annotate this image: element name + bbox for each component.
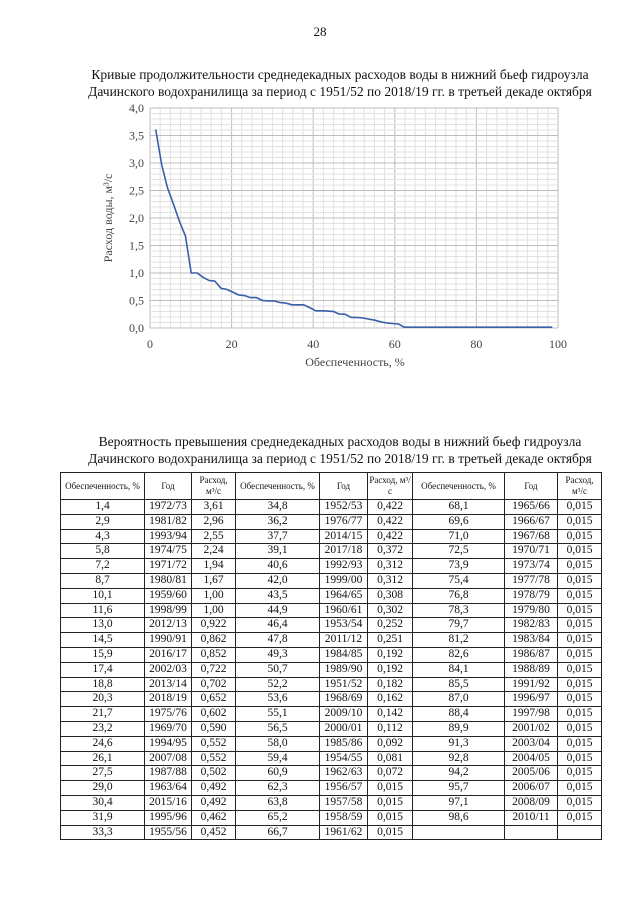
table-cell: 0,015 [558, 795, 602, 810]
table-row [61, 544, 602, 559]
table-cell: 46,4 [236, 618, 320, 633]
table-cell: 1987/88 [145, 766, 192, 781]
table-cell: 10,1 [61, 588, 145, 603]
table-cell: 0,652 [192, 692, 236, 707]
table-cell: 1965/66 [505, 500, 558, 515]
table-cell: 2000/01 [320, 721, 368, 736]
table-cell: 66,7 [236, 825, 320, 840]
table-cell: 13,0 [61, 618, 145, 633]
y-tick-label: 4,0 [129, 101, 144, 115]
table-cell: 1964/65 [320, 588, 368, 603]
table-cell: 0,312 [368, 559, 413, 574]
table-cell: 1986/87 [505, 647, 558, 662]
table-cell: 1,00 [192, 588, 236, 603]
table-cell: 1974/75 [145, 544, 192, 559]
table-title [50, 433, 630, 467]
table-cell: 91,3 [413, 736, 505, 751]
table-cell: 0,452 [192, 825, 236, 840]
table-cell [413, 825, 505, 840]
table-cell: 0,015 [558, 766, 602, 781]
table-cell: 1969/70 [145, 721, 192, 736]
table-row [61, 677, 602, 692]
table-header-cell: Расход, м³/с [558, 473, 602, 500]
table-cell: 50,7 [236, 662, 320, 677]
table-cell: 0,015 [558, 588, 602, 603]
table-cell: 2018/19 [145, 692, 192, 707]
table-cell: 0,092 [368, 736, 413, 751]
x-tick-label: 100 [549, 337, 567, 351]
table-cell: 0,722 [192, 662, 236, 677]
y-tick-label: 1,5 [129, 238, 144, 253]
page-number: 28 [313, 24, 327, 39]
table-cell: 0,552 [192, 751, 236, 766]
x-tick-label: 40 [307, 337, 320, 351]
y-tick-label: 2,0 [129, 211, 144, 225]
table-cell: 1991/92 [505, 677, 558, 692]
table-row [61, 529, 602, 544]
table-header-cell: Расход, м³/с [192, 473, 236, 500]
table-row [61, 721, 602, 736]
table-cell: 0,192 [368, 662, 413, 677]
table-row [61, 603, 602, 618]
table-cell: 1994/95 [145, 736, 192, 751]
table-cell: 40,6 [236, 559, 320, 574]
table-cell: 0,015 [558, 677, 602, 692]
table-cell: 0,922 [192, 618, 236, 633]
table-cell: 2005/06 [505, 766, 558, 781]
table-cell: 8,7 [61, 573, 145, 588]
table-cell: 97,1 [413, 795, 505, 810]
table-cell: 21,7 [61, 707, 145, 722]
table-cell: 1985/86 [320, 736, 368, 751]
y-tick-label: 3,0 [129, 156, 144, 170]
table-cell: 1979/80 [505, 603, 558, 618]
table-cell: 59,4 [236, 751, 320, 766]
table-cell: 1977/78 [505, 573, 558, 588]
table-header-cell: Год [145, 473, 192, 500]
table-cell: 2,55 [192, 529, 236, 544]
table-cell: 2,24 [192, 544, 236, 559]
table-cell: 0,590 [192, 721, 236, 736]
table-cell: 85,5 [413, 677, 505, 692]
probability-table [60, 472, 602, 840]
table-cell: 79,7 [413, 618, 505, 633]
table-cell: 30,4 [61, 795, 145, 810]
table-cell: 2013/14 [145, 677, 192, 692]
table-row [61, 736, 602, 751]
table-title-line-2: Дачинского водохранилища за период с 1951/52 по 2018/19 гг. в третьей декаде октября [88, 451, 592, 466]
table-cell: 95,7 [413, 781, 505, 796]
chart-title-line-1: Кривые продолжительности среднедекадных расходов воды в нижний бьеф гидроузла [91, 67, 589, 82]
table-cell: 0,015 [558, 544, 602, 559]
table-body [61, 500, 602, 840]
table-cell: 2010/11 [505, 810, 558, 825]
table-cell: 0,015 [558, 692, 602, 707]
table-cell: 2008/09 [505, 795, 558, 810]
chart-title [60, 66, 620, 100]
table-cell: 5,8 [61, 544, 145, 559]
x-tick-label: 20 [225, 337, 238, 351]
table-cell: 1989/90 [320, 662, 368, 677]
table-cell: 0,252 [368, 618, 413, 633]
table-cell: 1954/55 [320, 751, 368, 766]
table-cell: 7,2 [61, 559, 145, 574]
table-cell: 0,302 [368, 603, 413, 618]
x-tick-label: 80 [470, 337, 483, 351]
table-row [61, 707, 602, 722]
table-cell: 1957/58 [320, 795, 368, 810]
table-cell: 0,142 [368, 707, 413, 722]
table-cell: 2014/15 [320, 529, 368, 544]
table-cell: 1966/67 [505, 514, 558, 529]
table-header-row [61, 473, 602, 500]
table-cell: 1960/61 [320, 603, 368, 618]
table-cell: 0,862 [192, 633, 236, 648]
table-cell: 29,0 [61, 781, 145, 796]
table-cell: 2012/13 [145, 618, 192, 633]
table-cell: 1996/97 [505, 692, 558, 707]
table-cell: 88,4 [413, 707, 505, 722]
table-cell: 0,015 [558, 781, 602, 796]
table-cell: 15,9 [61, 647, 145, 662]
y-tick-label: 3,5 [129, 128, 144, 143]
table-cell: 2004/05 [505, 751, 558, 766]
table-cell: 0,112 [368, 721, 413, 736]
table-cell: 2,96 [192, 514, 236, 529]
table-cell: 1972/73 [145, 500, 192, 515]
table-cell: 0,182 [368, 677, 413, 692]
table-cell: 2002/03 [145, 662, 192, 677]
table-cell: 63,8 [236, 795, 320, 810]
table-cell: 1976/77 [320, 514, 368, 529]
table-cell: 0,015 [558, 707, 602, 722]
table-row [61, 766, 602, 781]
table-cell: 81,2 [413, 633, 505, 648]
table-cell: 1956/57 [320, 781, 368, 796]
table-cell: 0,015 [558, 736, 602, 751]
table-cell [558, 825, 602, 840]
table-cell: 2009/10 [320, 707, 368, 722]
table-cell: 24,6 [61, 736, 145, 751]
y-tick-label: 0,5 [129, 293, 144, 308]
table-cell: 65,2 [236, 810, 320, 825]
table-row [61, 573, 602, 588]
table-cell: 0,081 [368, 751, 413, 766]
table-row [61, 633, 602, 648]
table-row [61, 692, 602, 707]
table-cell: 0,192 [368, 647, 413, 662]
table-cell: 0,015 [558, 618, 602, 633]
table-cell: 94,2 [413, 766, 505, 781]
table-cell: 0,015 [558, 573, 602, 588]
table-cell: 2017/18 [320, 544, 368, 559]
table-cell: 1,00 [192, 603, 236, 618]
table-cell: 82,6 [413, 647, 505, 662]
table-cell: 23,2 [61, 721, 145, 736]
table-cell: 31,9 [61, 810, 145, 825]
table-cell: 62,3 [236, 781, 320, 796]
table-cell: 49,3 [236, 647, 320, 662]
table-cell: 4,3 [61, 529, 145, 544]
table-cell: 1953/54 [320, 618, 368, 633]
y-tick-label: 2,5 [129, 183, 144, 198]
table-cell: 0,015 [558, 662, 602, 677]
table-cell: 76,8 [413, 588, 505, 603]
table-cell: 26,1 [61, 751, 145, 766]
table-row [61, 500, 602, 515]
table-cell: 1,67 [192, 573, 236, 588]
table-cell: 72,5 [413, 544, 505, 559]
table-cell: 0,015 [368, 825, 413, 840]
table-cell: 36,2 [236, 514, 320, 529]
x-tick-label: 60 [388, 337, 401, 351]
table-cell: 2006/07 [505, 781, 558, 796]
table-cell: 1959/60 [145, 588, 192, 603]
table-cell: 27,5 [61, 766, 145, 781]
table-cell: 1951/52 [320, 677, 368, 692]
table-cell: 1999/00 [320, 573, 368, 588]
table-cell: 37,7 [236, 529, 320, 544]
table-cell: 0,492 [192, 781, 236, 796]
chart-x-axis-label: Обеспеченность, % [305, 355, 405, 369]
x-tick-label: 0 [147, 337, 153, 351]
table-cell: 0,015 [558, 633, 602, 648]
table-cell: 87,0 [413, 692, 505, 707]
table-row [61, 825, 602, 840]
table-header-cell: Расход, м³/с [368, 473, 413, 500]
table-cell: 0,312 [368, 573, 413, 588]
table-cell: 0,015 [558, 721, 602, 736]
table-cell: 60,9 [236, 766, 320, 781]
table-cell: 42,0 [236, 573, 320, 588]
table-cell: 75,4 [413, 573, 505, 588]
table-cell: 1992/93 [320, 559, 368, 574]
table-cell: 0,372 [368, 544, 413, 559]
table-row [61, 588, 602, 603]
table-cell: 1955/56 [145, 825, 192, 840]
table-header-cell: Обеспеченность, % [413, 473, 505, 500]
table-cell: 0,308 [368, 588, 413, 603]
table-cell: 73,9 [413, 559, 505, 574]
table-cell: 0,015 [558, 810, 602, 825]
table-cell: 68,1 [413, 500, 505, 515]
y-tick-label: 0,0 [129, 321, 144, 335]
y-tick-label: 1,0 [129, 266, 144, 280]
table-cell: 1998/99 [145, 603, 192, 618]
table-row [61, 795, 602, 810]
table-cell: 1988/89 [505, 662, 558, 677]
table-cell: 0,015 [558, 500, 602, 515]
table-cell: 0,552 [192, 736, 236, 751]
table-header-cell: Год [505, 473, 558, 500]
table-cell: 1961/62 [320, 825, 368, 840]
table-cell: 1958/59 [320, 810, 368, 825]
table-cell: 0,015 [368, 795, 413, 810]
table-cell: 92,8 [413, 751, 505, 766]
table-cell: 0,422 [368, 514, 413, 529]
table-cell: 1,4 [61, 500, 145, 515]
table-cell: 0,072 [368, 766, 413, 781]
table-cell: 18,8 [61, 677, 145, 692]
table-cell: 0,015 [558, 529, 602, 544]
table-cell: 1995/96 [145, 810, 192, 825]
table-row [61, 781, 602, 796]
table-header-cell: Обеспеченность, % [61, 473, 145, 500]
table-cell: 0,015 [558, 514, 602, 529]
table-cell: 0,015 [368, 781, 413, 796]
table-cell: 1997/98 [505, 707, 558, 722]
table-cell: 2015/16 [145, 795, 192, 810]
table-cell: 52,2 [236, 677, 320, 692]
chart-grid [150, 108, 558, 328]
table-cell: 1983/84 [505, 633, 558, 648]
table-cell: 69,6 [413, 514, 505, 529]
table-cell: 71,0 [413, 529, 505, 544]
table-cell: 1970/71 [505, 544, 558, 559]
table-cell: 44,9 [236, 603, 320, 618]
table-cell: 2003/04 [505, 736, 558, 751]
table-cell: 0,015 [558, 647, 602, 662]
table-cell: 0,462 [192, 810, 236, 825]
table-cell: 58,0 [236, 736, 320, 751]
chart-ticks [129, 101, 567, 351]
table-cell: 0,852 [192, 647, 236, 662]
table-cell: 1973/74 [505, 559, 558, 574]
table-cell: 56,5 [236, 721, 320, 736]
table-row [61, 514, 602, 529]
table-cell: 0,422 [368, 529, 413, 544]
table-cell: 1952/53 [320, 500, 368, 515]
table-header-cell: Обеспеченность, % [236, 473, 320, 500]
table-cell: 0,251 [368, 633, 413, 648]
table-cell: 39,1 [236, 544, 320, 559]
table-cell [505, 825, 558, 840]
table-cell: 1963/64 [145, 781, 192, 796]
table-cell: 1980/81 [145, 573, 192, 588]
table-cell: 0,602 [192, 707, 236, 722]
table-cell: 0,162 [368, 692, 413, 707]
table-cell: 0,702 [192, 677, 236, 692]
table-cell: 55,1 [236, 707, 320, 722]
table-cell: 20,3 [61, 692, 145, 707]
table-cell: 0,492 [192, 795, 236, 810]
table-cell: 78,3 [413, 603, 505, 618]
table-cell: 2001/02 [505, 721, 558, 736]
table-cell: 47,8 [236, 633, 320, 648]
table-cell: 1984/85 [320, 647, 368, 662]
table-cell: 1,94 [192, 559, 236, 574]
table-cell: 53,6 [236, 692, 320, 707]
table-cell: 11,6 [61, 603, 145, 618]
table-cell: 98,6 [413, 810, 505, 825]
table-cell: 1975/76 [145, 707, 192, 722]
chart-y-axis-label: Расход воды, м³/с [101, 173, 115, 263]
table-cell: 1978/79 [505, 588, 558, 603]
table-cell: 2,9 [61, 514, 145, 529]
table-cell: 1990/91 [145, 633, 192, 648]
table-cell: 0,015 [558, 603, 602, 618]
table-row [61, 647, 602, 662]
table-cell: 89,9 [413, 721, 505, 736]
table-header-cell: Год [320, 473, 368, 500]
table-cell: 1993/94 [145, 529, 192, 544]
table-title-line-1: Вероятность превышения среднедекадных расходов воды в нижний бьеф гидроузла [98, 434, 582, 449]
table-row [61, 751, 602, 766]
table-row [61, 559, 602, 574]
table-cell: 33,3 [61, 825, 145, 840]
table-cell: 1967/68 [505, 529, 558, 544]
table-cell: 1982/83 [505, 618, 558, 633]
duration-curve-chart [92, 96, 572, 386]
table-cell: 0,015 [558, 751, 602, 766]
table-cell: 2011/12 [320, 633, 368, 648]
table-cell: 1971/72 [145, 559, 192, 574]
table-cell: 43,5 [236, 588, 320, 603]
table-cell: 1962/63 [320, 766, 368, 781]
table-cell: 1981/82 [145, 514, 192, 529]
chart-title-line-2: Дачинского водохранилища за период с 1951/52 по 2018/19 гг. в третьей декаде октября [88, 84, 592, 99]
table-cell: 17,4 [61, 662, 145, 677]
table-cell: 3,61 [192, 500, 236, 515]
table-cell: 2016/17 [145, 647, 192, 662]
table-cell: 0,422 [368, 500, 413, 515]
table-cell: 14,5 [61, 633, 145, 648]
table-cell: 84,1 [413, 662, 505, 677]
table-cell: 1968/69 [320, 692, 368, 707]
table-cell: 0,015 [368, 810, 413, 825]
table-row [61, 810, 602, 825]
table-cell: 2007/08 [145, 751, 192, 766]
table-cell: 0,502 [192, 766, 236, 781]
table-cell: 0,015 [558, 559, 602, 574]
table-cell: 34,8 [236, 500, 320, 515]
table-row [61, 662, 602, 677]
table-row [61, 618, 602, 633]
